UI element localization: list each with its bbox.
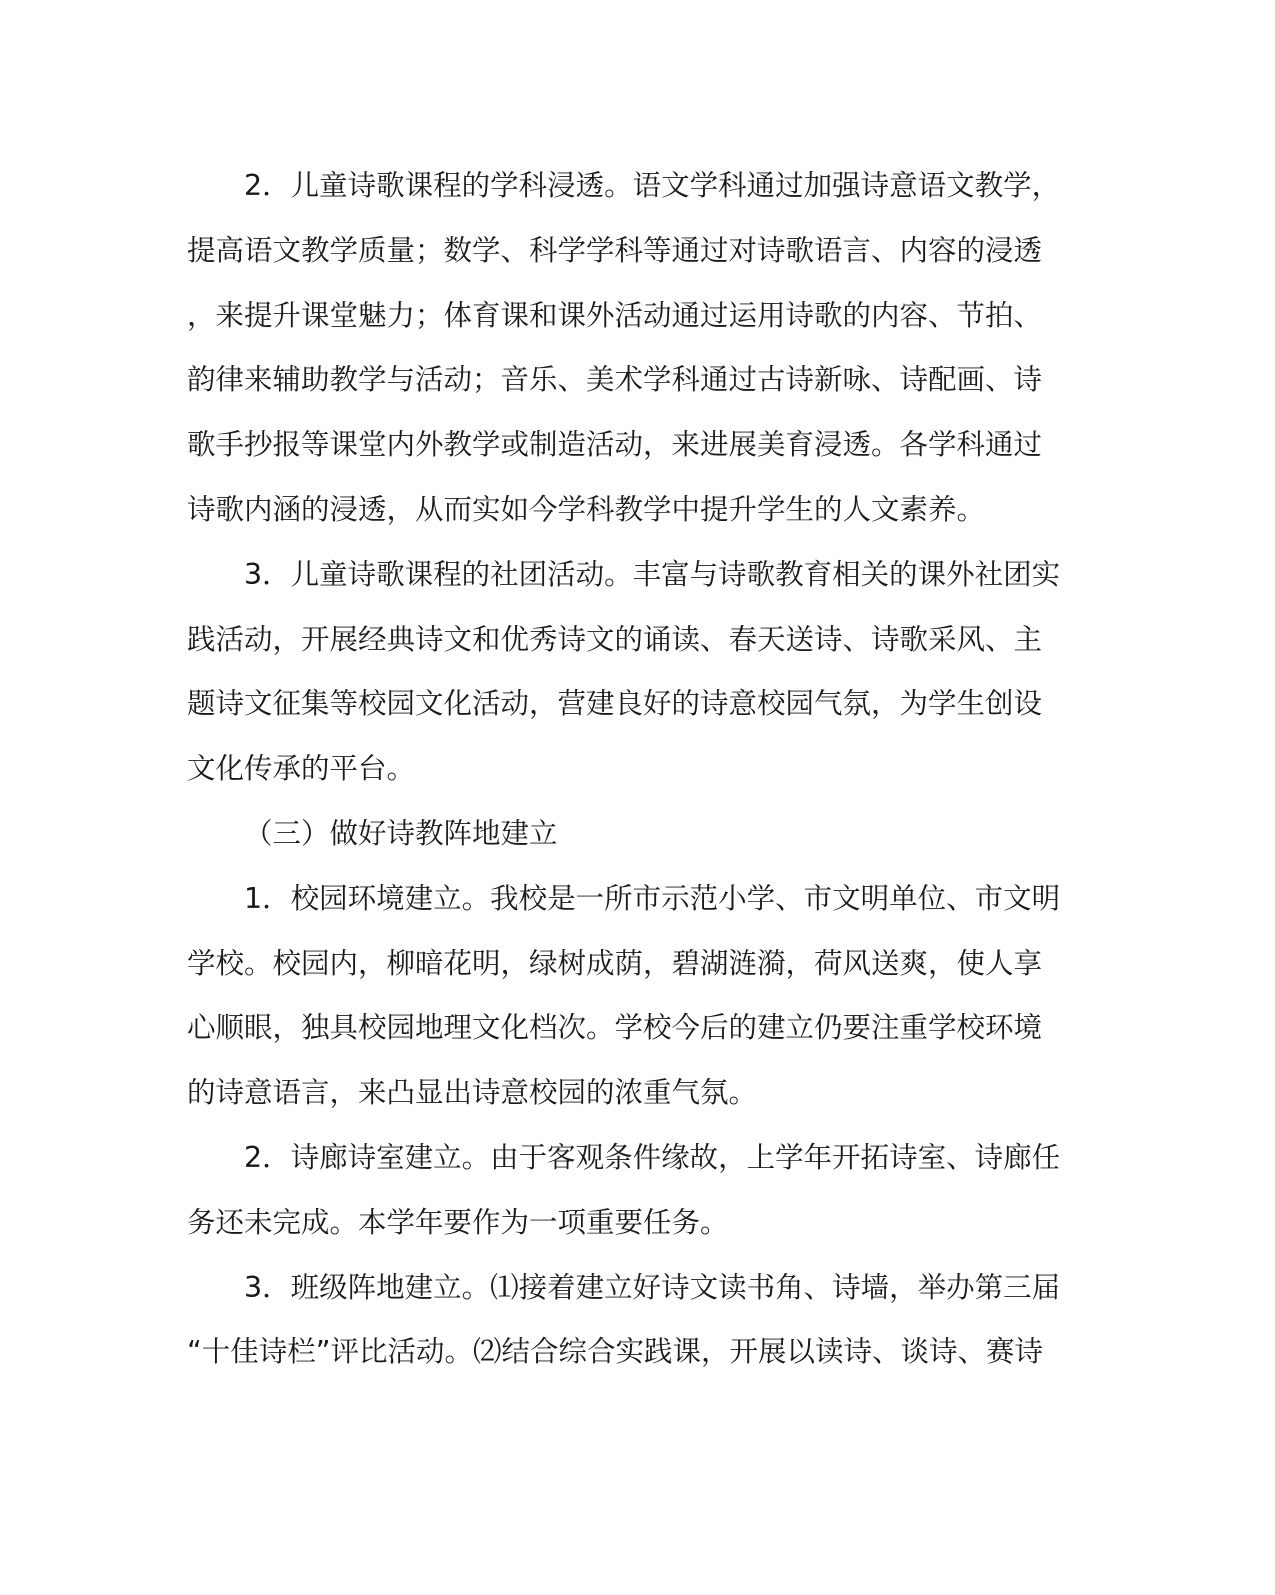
text-line: ，来提升课堂魅力；体育课和课外活动通过运用诗歌的内容、节拍、 [187, 298, 1043, 332]
text-line: 诗歌内涵的浸透，从而实如今学科教学中提升学生的人文素养。 [187, 492, 986, 526]
document-body [187, 154, 1067, 1385]
text-line: 提高语文教学质量；数学、科学学科等通过对诗歌语言、内容的浸透 [187, 233, 1043, 267]
text-line: 歌手抄报等课堂内外教学或制造活动，来进展美育浸透。各学科通过 [187, 428, 1043, 462]
text-line: 2．儿童诗歌课程的学科浸透。语文学科通过加强诗意语文教学， [244, 169, 1061, 202]
text-line: “十佳诗栏”评比活动。⑵结合综合实践课，开展以读诗、谈诗、赛诗 [187, 1335, 1044, 1369]
text-line: 务还未完成。本学年要作为一项重要任务。 [187, 1205, 729, 1239]
text-line: 题诗文征集等校园文化活动，营建良好的诗意校园气氛，为学生创设 [187, 687, 1043, 721]
text-line: 1．校园环境建立。我校是一所市示范小学、市文明单位、市文明 [244, 881, 1061, 915]
text-line: 3．班级阵地建立。⑴接着建立好诗文读书角、诗墙，举办第三届 [244, 1270, 1061, 1304]
text-line: （三）做好诗教阵地建立 [244, 816, 558, 850]
text-line: 的诗意语言，来凸显出诗意校园的浓重气氛。 [187, 1076, 758, 1110]
text-line: 文化传承的平台。 [187, 752, 416, 786]
text-line: 心顺眼，独具校园地理文化档次。学校今后的建立仍要注重学校环境 [187, 1011, 1043, 1045]
text-line: 韵律来辅助教学与活动；音乐、美术学科通过古诗新咏、诗配画、诗 [187, 363, 1043, 397]
text-line: 3．儿童诗歌课程的社团活动。丰富与诗歌教育相关的课外社团实 [244, 557, 1061, 591]
text-line: 践活动，开展经典诗文和优秀诗文的诵读、春天送诗、诗歌采风、主 [187, 622, 1043, 656]
text-line: 学校。校园内，柳暗花明，绿树成荫，碧湖涟漪，荷风送爽，使人享 [187, 946, 1043, 980]
text-line: 2．诗廊诗室建立。由于客观条件缘故，上学年开拓诗室、诗廊任 [244, 1140, 1061, 1174]
